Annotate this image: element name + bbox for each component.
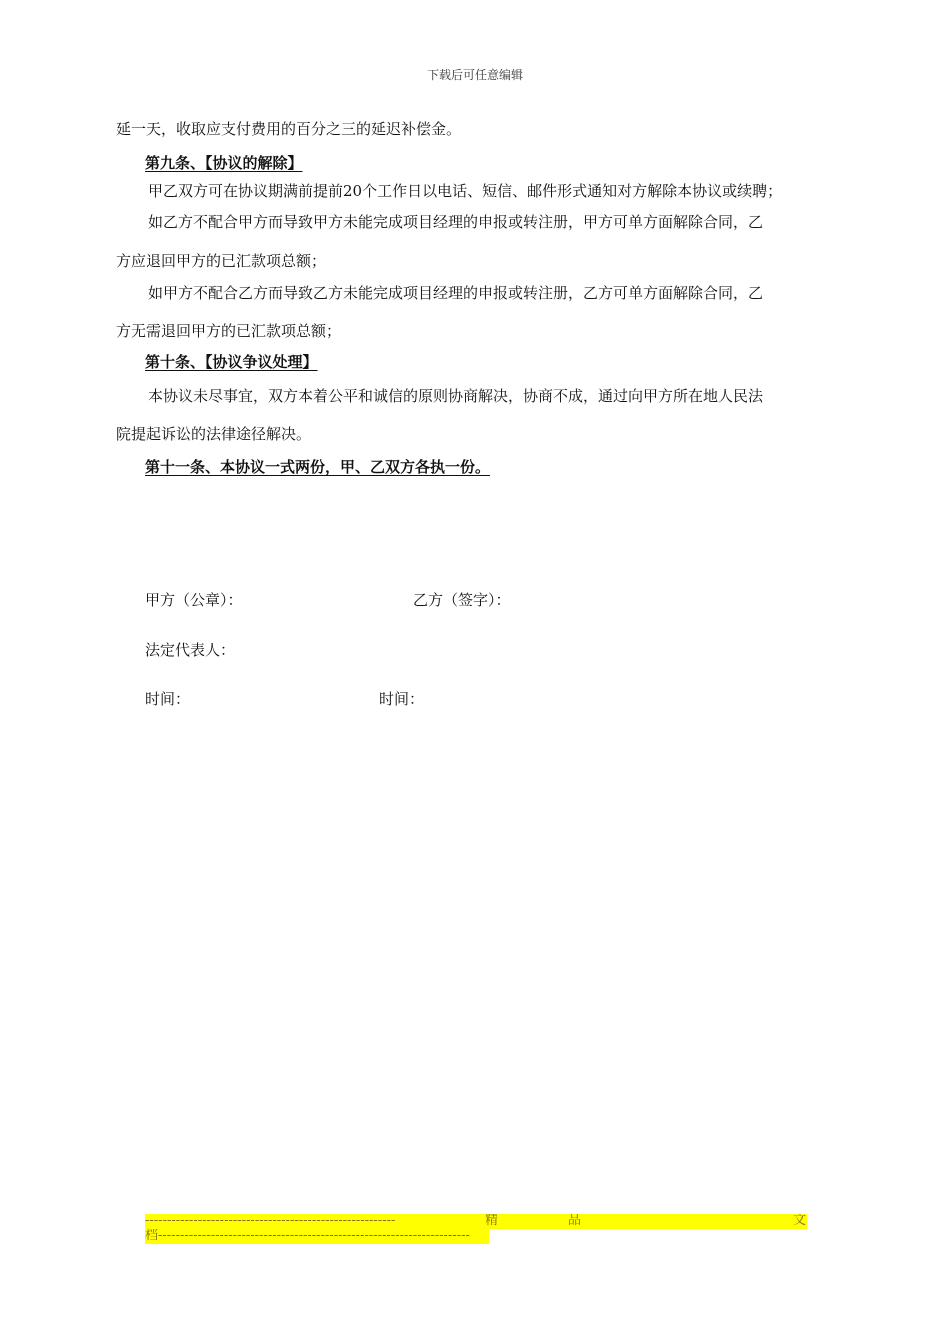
legal-representative-label: 法定代表人：: [145, 641, 236, 659]
footer-banner-row-2: 档-----------------------------------------------------------------------: [145, 1229, 489, 1244]
article-9-paragraph-3-line-1: 如甲方不配合乙方而导致乙方未能完成项目经理的申报或转注册，乙方可单方面解除合同，乙: [148, 284, 764, 302]
footer-dashes: ---------------------------------------------------------: [145, 1214, 396, 1228]
article-10-paragraph-line-1: 本协议未尽事宜，双方本着公平和诚信的原则协商解决，协商不成，通过向甲方所在地人民法: [148, 387, 764, 405]
party-a-seal-label: 甲方（公章）：: [145, 591, 243, 609]
footer-char-wen: 文: [793, 1214, 807, 1228]
footer-char-pin: 品: [568, 1214, 582, 1228]
article-9-paragraph-2-line-1: 如乙方不配合甲方而导致甲方未能完成项目经理的申报或转注册，甲方可单方面解除合同，乙: [148, 213, 764, 231]
article-11-heading: 第十一条、本协议一式两份，甲、乙双方各执一份。: [145, 458, 491, 476]
article-9-paragraph-2-line-2: 方应退回甲方的已汇款项总额；: [116, 252, 327, 270]
party-b-time-label: 时间：: [379, 690, 425, 708]
paragraph-continued: 延一天，收取应支付费用的百分之三的延迟补偿金。: [116, 120, 462, 138]
article-9-paragraph-3-line-2: 方无需退回甲方的已汇款项总额；: [116, 322, 342, 340]
article-9-paragraph-1: 甲乙双方可在协议期满前提前20个工作日以电话、短信、邮件形式通知对方解除本协议或续聘；: [148, 182, 783, 200]
party-a-time-label: 时间：: [145, 690, 191, 708]
article-10-paragraph-line-2: 院提起诉讼的法律途径解决。: [116, 425, 312, 443]
article-9-heading: 第九条、【协议的解除】: [145, 154, 303, 172]
page-header: 下载后可任意编辑: [426, 68, 523, 82]
party-b-signature-label: 乙方（签字）：: [413, 591, 511, 609]
footer-char-jing: 精: [485, 1214, 499, 1228]
article-10-heading: 第十条、【协议争议处理】: [145, 353, 318, 371]
footer-banner-row-1: [145, 1214, 807, 1229]
